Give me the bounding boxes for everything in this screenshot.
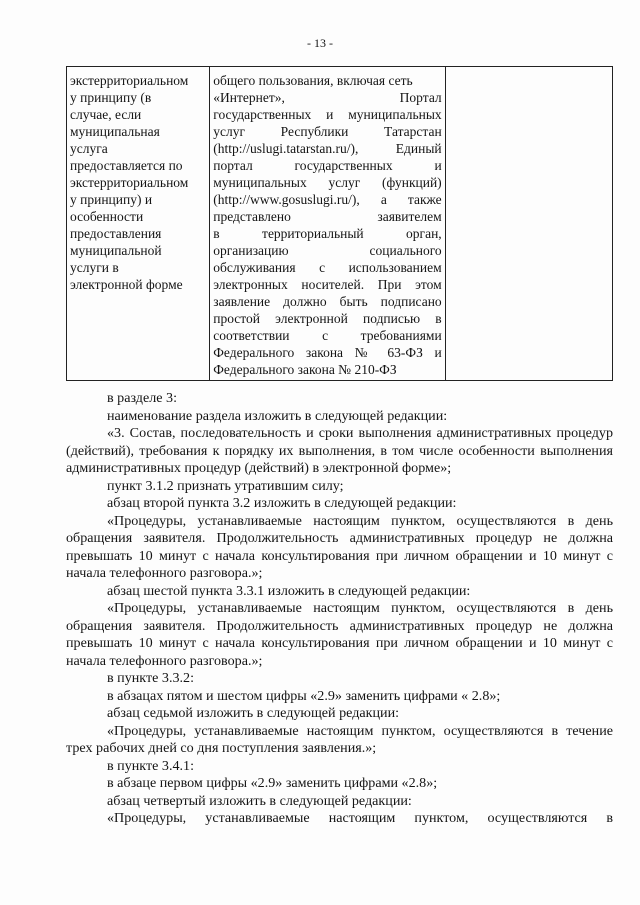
cell-line: (http://www.gosuslugi.ru/), а также <box>213 192 442 207</box>
paragraph: абзац шестой пункта 3.3.1 изложить в следующей редакции: <box>107 582 471 599</box>
cell-line: обслуживания с использованием <box>213 260 442 275</box>
paragraph: в пункте 3.4.1: <box>107 757 195 774</box>
paragraph: пункт 3.1.2 признать утратившим силу; <box>107 477 344 494</box>
cell-line: случае, если <box>70 107 142 122</box>
paragraph: «3. Состав, последовательность и сроки выполнения административных процедур (действий), требования к порядку их выполнения, в том числе особенности выполнения административных процедур (действий) в электронной форме»; <box>66 425 613 476</box>
cell-line: услуги в <box>70 260 119 275</box>
paragraph: абзац четвертый изложить в следующей редакции: <box>107 792 412 809</box>
table-cell-description <box>210 67 445 381</box>
cell-line: электронной форме <box>70 277 183 292</box>
cell-line: муниципальная <box>70 124 160 139</box>
cell-line: экстерриториальном <box>70 73 189 88</box>
paragraph: «Процедуры, устанавливаемые настоящим пунктом, осуществляются в течение трех рабочих дней со дня поступления заявления.»; <box>66 722 613 756</box>
cell-line: услуг Республики Татарстан <box>213 124 442 139</box>
page-number: - 13 - <box>307 36 333 50</box>
cell-line: Федерального закона № 210-ФЗ <box>213 362 397 377</box>
cell-line: организацию социального <box>213 243 442 258</box>
cell-line: «Интернет», Портал <box>213 90 442 105</box>
paragraph: «Процедуры, устанавливаемые настоящим пунктом, осуществляются в день обращения заявителя. Продолжительность административных процедур не должна превышать 10 минут с начала консультирования при личном обращении и 10 минут с начала телефонного разговора.»; <box>66 512 613 581</box>
cell-line: муниципальной <box>70 243 162 258</box>
cell-line: простой электронной подписью в <box>213 311 442 326</box>
cell-line: электронных носителей. При этом <box>213 277 442 292</box>
cell-line: (http://uslugi.tatarstan.ru/), Единый <box>213 141 442 156</box>
cell-line: общего пользования, включая сеть <box>213 73 413 88</box>
paragraph: в пункте 3.3.2: <box>107 670 195 686</box>
cell-line: услуга <box>70 141 108 156</box>
cell-line: муниципальных услуг (функций) <box>213 175 442 190</box>
table-cell-item <box>67 67 210 381</box>
document-body <box>66 390 613 828</box>
paragraph: «Процедуры, устанавливаемые настоящим пунктом, осуществляются в <box>107 810 613 826</box>
cell-line: соответствии с требованиями <box>213 328 442 343</box>
regulation-table <box>66 66 613 381</box>
paragraph: в абзаце первом цифры «2.9» заменить цифрами «2.8»; <box>107 775 438 791</box>
paragraph: «Процедуры, устанавливаемые настоящим пунктом, осуществляются в день обращения заявителя. Продолжительность административных процедур не должна превышать 10 минут с начала консультирования при личном обращении и 10 минут с начала телефонного разговора.»; <box>66 600 613 669</box>
paragraph: наименование раздела изложить в следующей редакции: <box>107 407 448 424</box>
table-row <box>67 67 613 381</box>
cell-line: Федерального закона № 63-ФЗ и <box>213 345 442 360</box>
cell-line: государственных и муниципальных <box>213 107 442 122</box>
paragraph: абзац седьмой изложить в следующей редакции: <box>107 705 400 721</box>
cell-line: предоставления <box>70 226 162 241</box>
cell-line: у принципу) и <box>70 192 153 207</box>
cell-line: экстерриториальном <box>70 175 189 190</box>
cell-line: у принципу (в <box>70 90 152 105</box>
paragraph: в разделе 3: <box>107 390 177 406</box>
cell-line: особенности <box>70 209 144 224</box>
cell-line: представлено заявителем <box>213 209 442 224</box>
cell-line: заявление должно быть подписано <box>213 294 442 309</box>
cell-line: предоставляется по <box>70 158 183 173</box>
paragraph: в абзацах пятом и шестом цифры «2.9» заменить цифрами « 2.8»; <box>107 687 501 704</box>
cell-line: портал государственных и <box>213 158 442 173</box>
paragraph: абзац второй пункта 3.2 изложить в следующей редакции: <box>107 495 457 511</box>
table-cell-empty <box>445 67 612 381</box>
cell-line: в территориальный орган, <box>213 226 442 241</box>
